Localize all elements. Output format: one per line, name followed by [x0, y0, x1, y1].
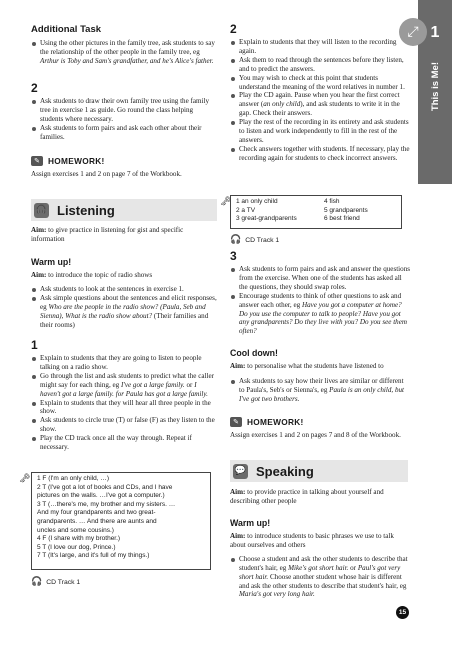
homework-title: HOMEWORK! — [247, 417, 304, 427]
list-item: Ask students to say how their lives are similar or different to Paula's, Seb's or Sienna's, eg Paula is an only child, but I've got two brothers. — [230, 377, 410, 404]
page-number: 15 — [396, 606, 409, 619]
aim-text: to give practice in listening for gist and specific information — [31, 226, 184, 243]
headphones-icon: 🎧 — [230, 235, 242, 245]
list-item: Ask students to draw their own family tree using the family tree in exercise 1 as guide. Go round the class helping students where necessary. — [31, 97, 217, 124]
section-number: 2 — [31, 81, 38, 95]
cd-track-label: CD Track 1 — [245, 236, 280, 244]
homework-icon: ✎ — [31, 156, 43, 166]
unit-number: 1 — [430, 24, 440, 41]
aim-text: to provide practice in talking about yourself and describing other people — [230, 488, 384, 505]
listening-banner — [31, 199, 217, 221]
answer-line: 1 F (I'm an only child, …) — [37, 475, 110, 482]
answer-line: 4 fish — [324, 198, 340, 205]
list-item: Explain to students that they will hear all three people in the show. — [31, 399, 217, 417]
right-section-2 — [230, 22, 410, 163]
section-number: 3 — [230, 249, 237, 263]
aim-text: to personalise what the students have listened to — [247, 362, 384, 370]
answer-line: 6 best friend — [324, 215, 360, 223]
additional-task — [31, 24, 217, 66]
answer-box-2 — [230, 195, 402, 229]
list-item: Play the rest of the recording in its entirety and ask students to listen and work independently to fill in the rest of the answers. — [230, 118, 410, 145]
list-item: Using the other pictures in the family tree, ask students to say the relationship of the other people in the family tree, eg Arthur is Toby and Sam's grandfather, and he's Alice's father. — [31, 39, 217, 66]
warm-up-2: Warm up! Aim: to introduce students to basic phrases we use to talk about ourselves and others Choose a student and ask the other students to describe that student's hair, eg Mike's got short hair. or Paul's got very short hair. Choose another student whose hair is different and ask the other students to describe that student's hair, eg Maria's got very long hair. — [230, 518, 410, 599]
answer-line: 3 T (…there's me, my brother and my sisters. … — [37, 500, 176, 508]
list-item: Go through the list and ask students to predict what the caller might say for each thing, eg I've got a large family. or I haven't got a large family. for Paula has got a large family. — [31, 372, 217, 399]
answer-key-icon: 🗝 — [19, 474, 31, 484]
answer-key-icon: 🗝 — [220, 197, 232, 207]
list-item: Choose a student and ask the other students to describe that student's hair, eg Mike's got short hair. or Paul's got very short hair. Choose another student whose hair is different and ask the other students to describe that student's hair, eg Maria's got very long hair. — [230, 555, 410, 600]
list-item: Encourage students to think of other questions to ask and answer each other, eg Have you got a computer at home? Do you use the computer to talk to people? Have you got any grandparents? Do they live with you? Do you see them often? — [230, 292, 410, 337]
section-number: 1 — [31, 338, 38, 352]
list-item: Explain to students that they are going to listen to people talking on a radio show. — [31, 354, 217, 372]
warm-up-heading: Warm up! — [31, 257, 72, 267]
answer-line: uncles and some cousins.) — [37, 526, 114, 534]
left-section-1 — [31, 338, 217, 452]
cool-down: Cool down! Aim: to personalise what the students have listened to Ask students to say how their lives are similar or different to Paula's, Seb's or Sienna's, eg Paula is an only child, but I've got two brothers. — [230, 348, 410, 404]
expand-arrows-icon[interactable]: ⤢ — [399, 18, 427, 46]
left-section-2 — [31, 81, 217, 142]
answer-line: 3 great-grandparents — [236, 215, 297, 223]
answer-line: grandparents. … And there are aunts and — [37, 517, 157, 525]
answer-line: 2 T (I've got a lot of books and CDs, and I have — [37, 483, 173, 491]
warm-up-heading: Warm up! — [230, 518, 271, 528]
answer-line: 5 grandparents — [324, 206, 368, 214]
list-item: Ask students to form pairs and ask each other about their families. — [31, 124, 217, 142]
list-item: Ask students to look at the sentences in exercise 1. — [31, 285, 217, 294]
homework-1 — [31, 156, 217, 179]
homework-icon: ✎ — [230, 417, 242, 427]
homework-text: Assign exercises 1 and 2 on pages 7 and 8 of the Workbook. — [230, 431, 401, 439]
warm-up-1: Warm up! Aim: to introduce the topic of radio shows Ask students to look at the sentences in exercise 1. Ask simple questions about the sentences and elicit responses, eg Who are the people in the radio show? (Paula, Seb and Sienna), What is the radio show about? (Their families and their rooms) — [31, 257, 217, 329]
cd-track-1[interactable] — [31, 577, 217, 587]
answer-line: 7 T (It's large, and it's full of my things.) — [37, 552, 150, 560]
headphones-icon: 🎧 — [31, 577, 43, 587]
cd-track-2[interactable] — [230, 235, 410, 245]
speaking-title: Speaking — [256, 463, 314, 479]
cool-down-heading: Cool down! — [230, 348, 278, 358]
answer-box-1 — [31, 472, 211, 570]
answer-line: 2 a TV — [236, 206, 256, 214]
aim-text: to introduce the topic of radio shows — [48, 271, 153, 279]
list-item: Explain to students that they will listen to the recording again. — [230, 38, 410, 56]
homework-2 — [230, 417, 410, 440]
list-item: Play the CD track once all the way through. Repeat if necessary. — [31, 434, 217, 452]
listening-title: Listening — [57, 202, 115, 218]
list-item: Ask students to circle true (T) or false (F) as they listen to the show. — [31, 416, 217, 434]
homework-title: HOMEWORK! — [48, 156, 105, 166]
listening-section: 🎧 Listening Aim: to give practice in listening for gist and specific information — [31, 199, 217, 244]
list-item: Ask simple questions about the sentences and elicit responses, eg Who are the people in the radio show? (Paula, Seb and Sienna), What is the radio show about? (Their families and their rooms) — [31, 294, 217, 330]
answer-line: And my four grandparents and two great- — [37, 509, 156, 517]
speaking-section: 💬 Speaking Aim: to provide practice in talking about yourself and describing other people — [230, 460, 408, 506]
answer-line: 4 F (I share with my brother.) — [37, 535, 121, 543]
list-item: Ask students to form pairs and ask and answer the questions from the exercise. When one of the students has asked all the questions, they should swap roles. — [230, 265, 410, 292]
answer-line: 1 an only child — [236, 198, 278, 205]
headphones-icon: 🎧 — [34, 203, 49, 218]
aim-text: to introduce students to basic phrases we use to talk about ourselves and others — [230, 532, 394, 549]
cd-track-label: CD Track 1 — [46, 578, 81, 586]
list-item: Play the CD again. Pause when you hear the first correct answer (an only child), and ask students to write it in the gap. Check their answers. — [230, 91, 410, 118]
right-section-3 — [230, 249, 410, 336]
list-item: You may wish to check at this point that students understand the meaning of the word relatives in number 1. — [230, 74, 410, 92]
list-item: Check answers together with students. If necessary, play the recording again for students to check incorrect answers. — [230, 145, 410, 163]
unit-title: This is Me! — [429, 62, 441, 112]
list-item: Ask them to read through the sentences before they listen, and to predict the answers. — [230, 56, 410, 74]
answer-line: pictures on the walls. …I've got a computer.) — [37, 492, 165, 500]
answer-line: 5 T (I love our dog, Prince.) — [37, 543, 116, 551]
homework-text: Assign exercises 1 and 2 on page 7 of the Workbook. — [31, 170, 182, 178]
speech-bubble-icon: 💬 — [233, 464, 248, 479]
section-number: 2 — [230, 22, 237, 36]
speaking-banner — [230, 460, 408, 482]
additional-task-heading: Additional Task — [31, 24, 102, 35]
